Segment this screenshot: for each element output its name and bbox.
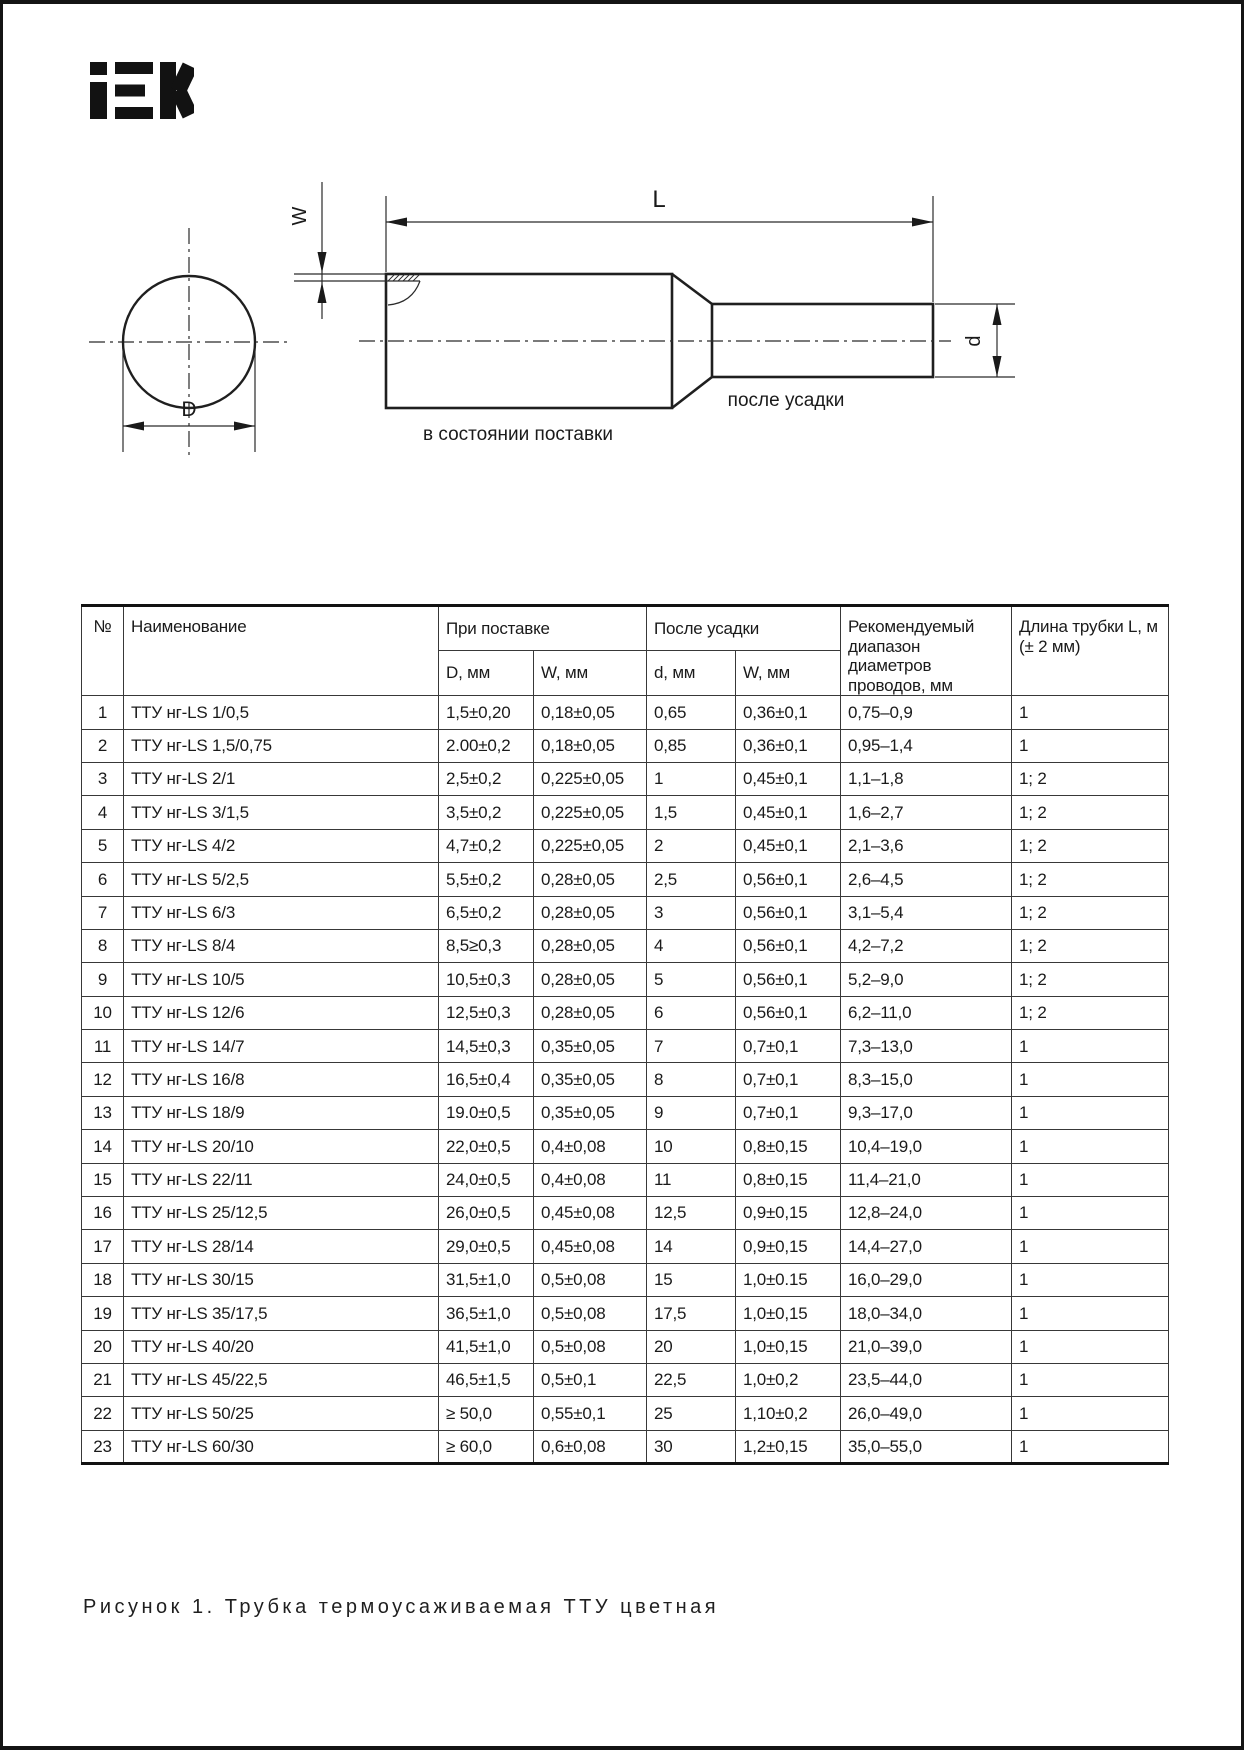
table-cell: ТТУ нг-LS 4/2 [124,829,439,862]
table-cell: 17,5 [647,1297,736,1330]
table-cell: 9 [82,963,124,996]
table-row [82,796,1169,829]
table-cell: 1; 2 [1012,829,1169,862]
table-cell: 29,0±0,5 [439,1230,534,1263]
table-cell: 8 [647,1063,736,1096]
table-cell: 7 [647,1030,736,1063]
table-cell: 10 [82,996,124,1029]
table-cell: 12,5 [647,1197,736,1230]
col-header-W-mm: W, мм [534,651,647,696]
table-cell: 1,0±0.15 [736,1263,841,1296]
table-cell: 11 [82,1030,124,1063]
table-cell: 1 [1012,1063,1169,1096]
table-cell: ТТУ нг-LS 35/17,5 [124,1297,439,1330]
table-cell: 0,45±0,1 [736,762,841,795]
table-cell: 14,5±0,3 [439,1030,534,1063]
table-cell: ТТУ нг-LS 12/6 [124,996,439,1029]
col-header-num: № [82,606,124,696]
table-cell: 0,36±0,1 [736,696,841,729]
label-L: L [652,186,666,213]
table-cell: 46,5±1,5 [439,1364,534,1397]
label-shrunk-state: после усадки [727,390,845,411]
table-cell: ТТУ нг-LS 28/14 [124,1230,439,1263]
table-cell: ТТУ нг-LS 5/2,5 [124,863,439,896]
table-cell: 3,1–5,4 [841,896,1012,929]
table-cell: 0,36±0,1 [736,729,841,762]
table-cell: 6,5±0,2 [439,896,534,929]
label-W: W [289,206,311,226]
table-cell: 1 [1012,1096,1169,1129]
table-cell: 20 [647,1330,736,1363]
table-cell: 21 [82,1364,124,1397]
table-cell: ТТУ нг-LS 10/5 [124,963,439,996]
table-cell: 1 [1012,1230,1169,1263]
table-cell: 8,3–15,0 [841,1063,1012,1096]
table-cell: 23,5–44,0 [841,1364,1012,1397]
table-cell: 18 [82,1263,124,1296]
table-cell: 9 [647,1096,736,1129]
table-cell: 5,2–9,0 [841,963,1012,996]
col-header-after-shrink: После усадки [647,606,841,651]
table-cell: 1; 2 [1012,929,1169,962]
col-header-length: Длина трубки L, м (± 2 мм) [1012,606,1169,696]
table-cell: 1 [1012,1430,1169,1463]
col-header-d-mm: d, мм [647,651,736,696]
table-cell: 1 [1012,1030,1169,1063]
table-cell: ТТУ нг-LS 14/7 [124,1030,439,1063]
table-cell: 7 [82,896,124,929]
table-row [82,863,1169,896]
table-cell: 8,5≥0,3 [439,929,534,962]
table-cell: 2.00±0,2 [439,729,534,762]
table-cell: 0,56±0,1 [736,863,841,896]
table-cell: 1,1–1,8 [841,762,1012,795]
table-cell: 0,9±0,15 [736,1197,841,1230]
table-cell: 20 [82,1330,124,1363]
table-cell: 0,6±0,08 [534,1430,647,1463]
table-cell: 1,10±0,2 [736,1397,841,1430]
table-cell: 0,95–1,4 [841,729,1012,762]
table-row [82,696,1169,729]
table-cell: 1 [1012,1364,1169,1397]
table-cell: 0,35±0,05 [534,1063,647,1096]
table-cell: 1 [1012,1397,1169,1430]
table-cell: 5 [82,829,124,862]
table-cell: 10,5±0,3 [439,963,534,996]
table-cell: 10 [647,1130,736,1163]
table-row [82,1130,1169,1163]
table-row [82,1297,1169,1330]
table-cell: ТТУ нг-LS 50/25 [124,1397,439,1430]
table-cell: 19.0±0,5 [439,1096,534,1129]
table-cell: 0,28±0,05 [534,929,647,962]
table-cell: 1 [1012,1130,1169,1163]
table-cell: 0,28±0,05 [534,896,647,929]
table-row [82,1230,1169,1263]
table-cell: 1,0±0,2 [736,1364,841,1397]
table-cell: 1 [1012,1297,1169,1330]
label-supply-state: в состоянии поставки [423,424,613,445]
table-cell: 0,7±0,1 [736,1063,841,1096]
col-header-at-supply: При поставке [439,606,647,651]
iek-logo-glyphs [90,62,190,119]
table-cell: 0,8±0,15 [736,1163,841,1196]
table-cell: 16 [82,1197,124,1230]
table-cell: 15 [82,1163,124,1196]
table-cell: 9,3–17,0 [841,1096,1012,1129]
table-cell: 2,1–3,6 [841,829,1012,862]
table-cell: 24,0±0,5 [439,1163,534,1196]
table-cell: 0,225±0,05 [534,796,647,829]
table-cell: 4,2–7,2 [841,929,1012,962]
figure-caption: Рисунок 1. Трубка термоусаживаемая ТТУ цветная [83,1596,720,1618]
table-cell: 0,9±0,15 [736,1230,841,1263]
table-cell: 22 [82,1397,124,1430]
table-cell: 4,7±0,2 [439,829,534,862]
table-cell: 13 [82,1096,124,1129]
table-row [82,1030,1169,1063]
table-cell: ТТУ нг-LS 40/20 [124,1330,439,1363]
spec-table-body [82,696,1169,1464]
table-row [82,762,1169,795]
table-cell: 22,5 [647,1364,736,1397]
table-cell: 0,45±0,1 [736,796,841,829]
table-cell: 0,28±0,05 [534,963,647,996]
table-cell: ≥ 50,0 [439,1397,534,1430]
table-cell: 11 [647,1163,736,1196]
table-cell: 1; 2 [1012,796,1169,829]
table-cell: 12,8–24,0 [841,1197,1012,1230]
table-cell: 4 [647,929,736,962]
technical-drawing [3,164,1244,464]
table-cell: 31,5±1,0 [439,1263,534,1296]
table-cell: 16,0–29,0 [841,1263,1012,1296]
table-cell: 7,3–13,0 [841,1030,1012,1063]
table-row [82,1163,1169,1196]
table-cell: 8 [82,929,124,962]
table-cell: 1 [82,696,124,729]
table-cell: 5,5±0,2 [439,863,534,896]
table-cell: 0,35±0,05 [534,1030,647,1063]
dimension-W [289,182,327,319]
table-row [82,1430,1169,1463]
table-cell: 1,0±0,15 [736,1297,841,1330]
table-cell: 12 [82,1063,124,1096]
spec-table [81,604,1169,1465]
table-cell: 1 [1012,1263,1169,1296]
table-cell: 14 [647,1230,736,1263]
table-row [82,896,1169,929]
table-cell: 3,5±0,2 [439,796,534,829]
table-cell: 1; 2 [1012,896,1169,929]
table-cell: 3 [647,896,736,929]
table-cell: ТТУ нг-LS 1,5/0,75 [124,729,439,762]
table-cell: 2,5 [647,863,736,896]
table-row [82,729,1169,762]
table-cell: 12,5±0,3 [439,996,534,1029]
table-cell: 17 [82,1230,124,1263]
table-cell: 0,56±0,1 [736,929,841,962]
table-cell: 2 [82,729,124,762]
table-cell: ТТУ нг-LS 25/12,5 [124,1197,439,1230]
table-cell: 0,7±0,1 [736,1030,841,1063]
table-cell: 0,56±0,1 [736,996,841,1029]
table-cell: 6,2–11,0 [841,996,1012,1029]
table-cell: 6 [82,863,124,896]
table-cell: 1 [1012,1330,1169,1363]
table-cell: 19 [82,1297,124,1330]
table-cell: 1,5±0,20 [439,696,534,729]
table-cell: 0,5±0,08 [534,1297,647,1330]
table-cell: ТТУ нг-LS 22/11 [124,1163,439,1196]
table-cell: 0,35±0,05 [534,1096,647,1129]
table-cell: 15 [647,1263,736,1296]
table-cell: 0,225±0,05 [534,829,647,862]
table-cell: 18,0–34,0 [841,1297,1012,1330]
table-cell: 14,4–27,0 [841,1230,1012,1263]
table-row [82,1096,1169,1129]
table-cell: 0,56±0,1 [736,963,841,996]
table-cell: 3 [82,762,124,795]
table-cell: 1,0±0,15 [736,1330,841,1363]
table-cell: 1,5 [647,796,736,829]
iek-logo [90,62,194,119]
table-cell: 0,4±0,08 [534,1163,647,1196]
table-cell: 11,4–21,0 [841,1163,1012,1196]
table-cell: 0,75–0,9 [841,696,1012,729]
table-cell: 25 [647,1397,736,1430]
table-row [82,1063,1169,1096]
table-cell: 0,45±0,1 [736,829,841,862]
col-header-D-mm: D, мм [439,651,534,696]
table-row [82,1197,1169,1230]
table-cell: ТТУ нг-LS 2/1 [124,762,439,795]
table-cell: 1; 2 [1012,996,1169,1029]
table-cell: 0,56±0,1 [736,896,841,929]
table-cell: ТТУ нг-LS 18/9 [124,1096,439,1129]
table-cell: 22,0±0,5 [439,1130,534,1163]
table-cell: 41,5±1,0 [439,1330,534,1363]
table-cell: 0,65 [647,696,736,729]
table-cell: 2 [647,829,736,862]
table-row [82,929,1169,962]
table-cell: 1 [1012,729,1169,762]
table-cell: 0,7±0,1 [736,1096,841,1129]
col-header-range: Рекомендуемый диапазон диаметров проводов, мм [841,606,1012,696]
table-cell: 16,5±0,4 [439,1063,534,1096]
table-cell: 5 [647,963,736,996]
col-header-W2-mm: W, мм [736,651,841,696]
table-cell: 1,2±0,15 [736,1430,841,1463]
table-cell: 2,6–4,5 [841,863,1012,896]
table-cell: 0,28±0,05 [534,863,647,896]
table-cell: 0,4±0,08 [534,1130,647,1163]
table-cell: 1,6–2,7 [841,796,1012,829]
table-cell: 6 [647,996,736,1029]
label-d: d [963,335,985,347]
table-cell: 0,18±0,05 [534,729,647,762]
table-cell: ТТУ нг-LS 20/10 [124,1130,439,1163]
table-cell: ТТУ нг-LS 6/3 [124,896,439,929]
table-cell: 10,4–19,0 [841,1130,1012,1163]
table-cell: 0,85 [647,729,736,762]
table-row [82,829,1169,862]
table-cell: 0,5±0,08 [534,1263,647,1296]
table-row [82,1364,1169,1397]
label-D: D [181,398,197,421]
table-cell: 1; 2 [1012,863,1169,896]
table-cell: 0,18±0,05 [534,696,647,729]
table-cell: ≥ 60,0 [439,1430,534,1463]
table-row [82,996,1169,1029]
table-cell: 0,45±0,08 [534,1230,647,1263]
table-cell: ТТУ нг-LS 16/8 [124,1063,439,1096]
table-cell: 0,225±0,05 [534,762,647,795]
table-cell: 0,5±0,08 [534,1330,647,1363]
table-cell: 1; 2 [1012,762,1169,795]
table-cell: 23 [82,1430,124,1463]
table-cell: 0,5±0,1 [534,1364,647,1397]
table-cell: 14 [82,1130,124,1163]
table-cell: 1 [1012,1197,1169,1230]
spec-table-head [82,606,1169,696]
col-header-name: Наименование [124,606,439,696]
table-cell: ТТУ нг-LS 45/22,5 [124,1364,439,1397]
table-cell: ТТУ нг-LS 1/0,5 [124,696,439,729]
table-cell: ТТУ нг-LS 3/1,5 [124,796,439,829]
table-cell: 4 [82,796,124,829]
table-row [82,1397,1169,1430]
table-cell: 0,28±0,05 [534,996,647,1029]
table-cell: 26,0–49,0 [841,1397,1012,1430]
table-cell: 36,5±1,0 [439,1297,534,1330]
table-row [82,1263,1169,1296]
table-cell: 1 [1012,1163,1169,1196]
table-cell: 35,0–55,0 [841,1430,1012,1463]
table-cell: ТТУ нг-LS 8/4 [124,929,439,962]
table-cell: 1; 2 [1012,963,1169,996]
table-cell: 0,45±0,08 [534,1197,647,1230]
table-cell: 2,5±0,2 [439,762,534,795]
table-cell: ТТУ нг-LS 60/30 [124,1430,439,1463]
table-cell: 26,0±0,5 [439,1197,534,1230]
table-cell: 21,0–39,0 [841,1330,1012,1363]
table-cell: 1 [647,762,736,795]
table-cell: 1 [1012,696,1169,729]
table-cell: 30 [647,1430,736,1463]
table-cell: 0,55±0,1 [534,1397,647,1430]
table-cell: 0,8±0,15 [736,1130,841,1163]
table-row [82,1330,1169,1363]
table-cell: ТТУ нг-LS 30/15 [124,1263,439,1296]
table-row [82,963,1169,996]
